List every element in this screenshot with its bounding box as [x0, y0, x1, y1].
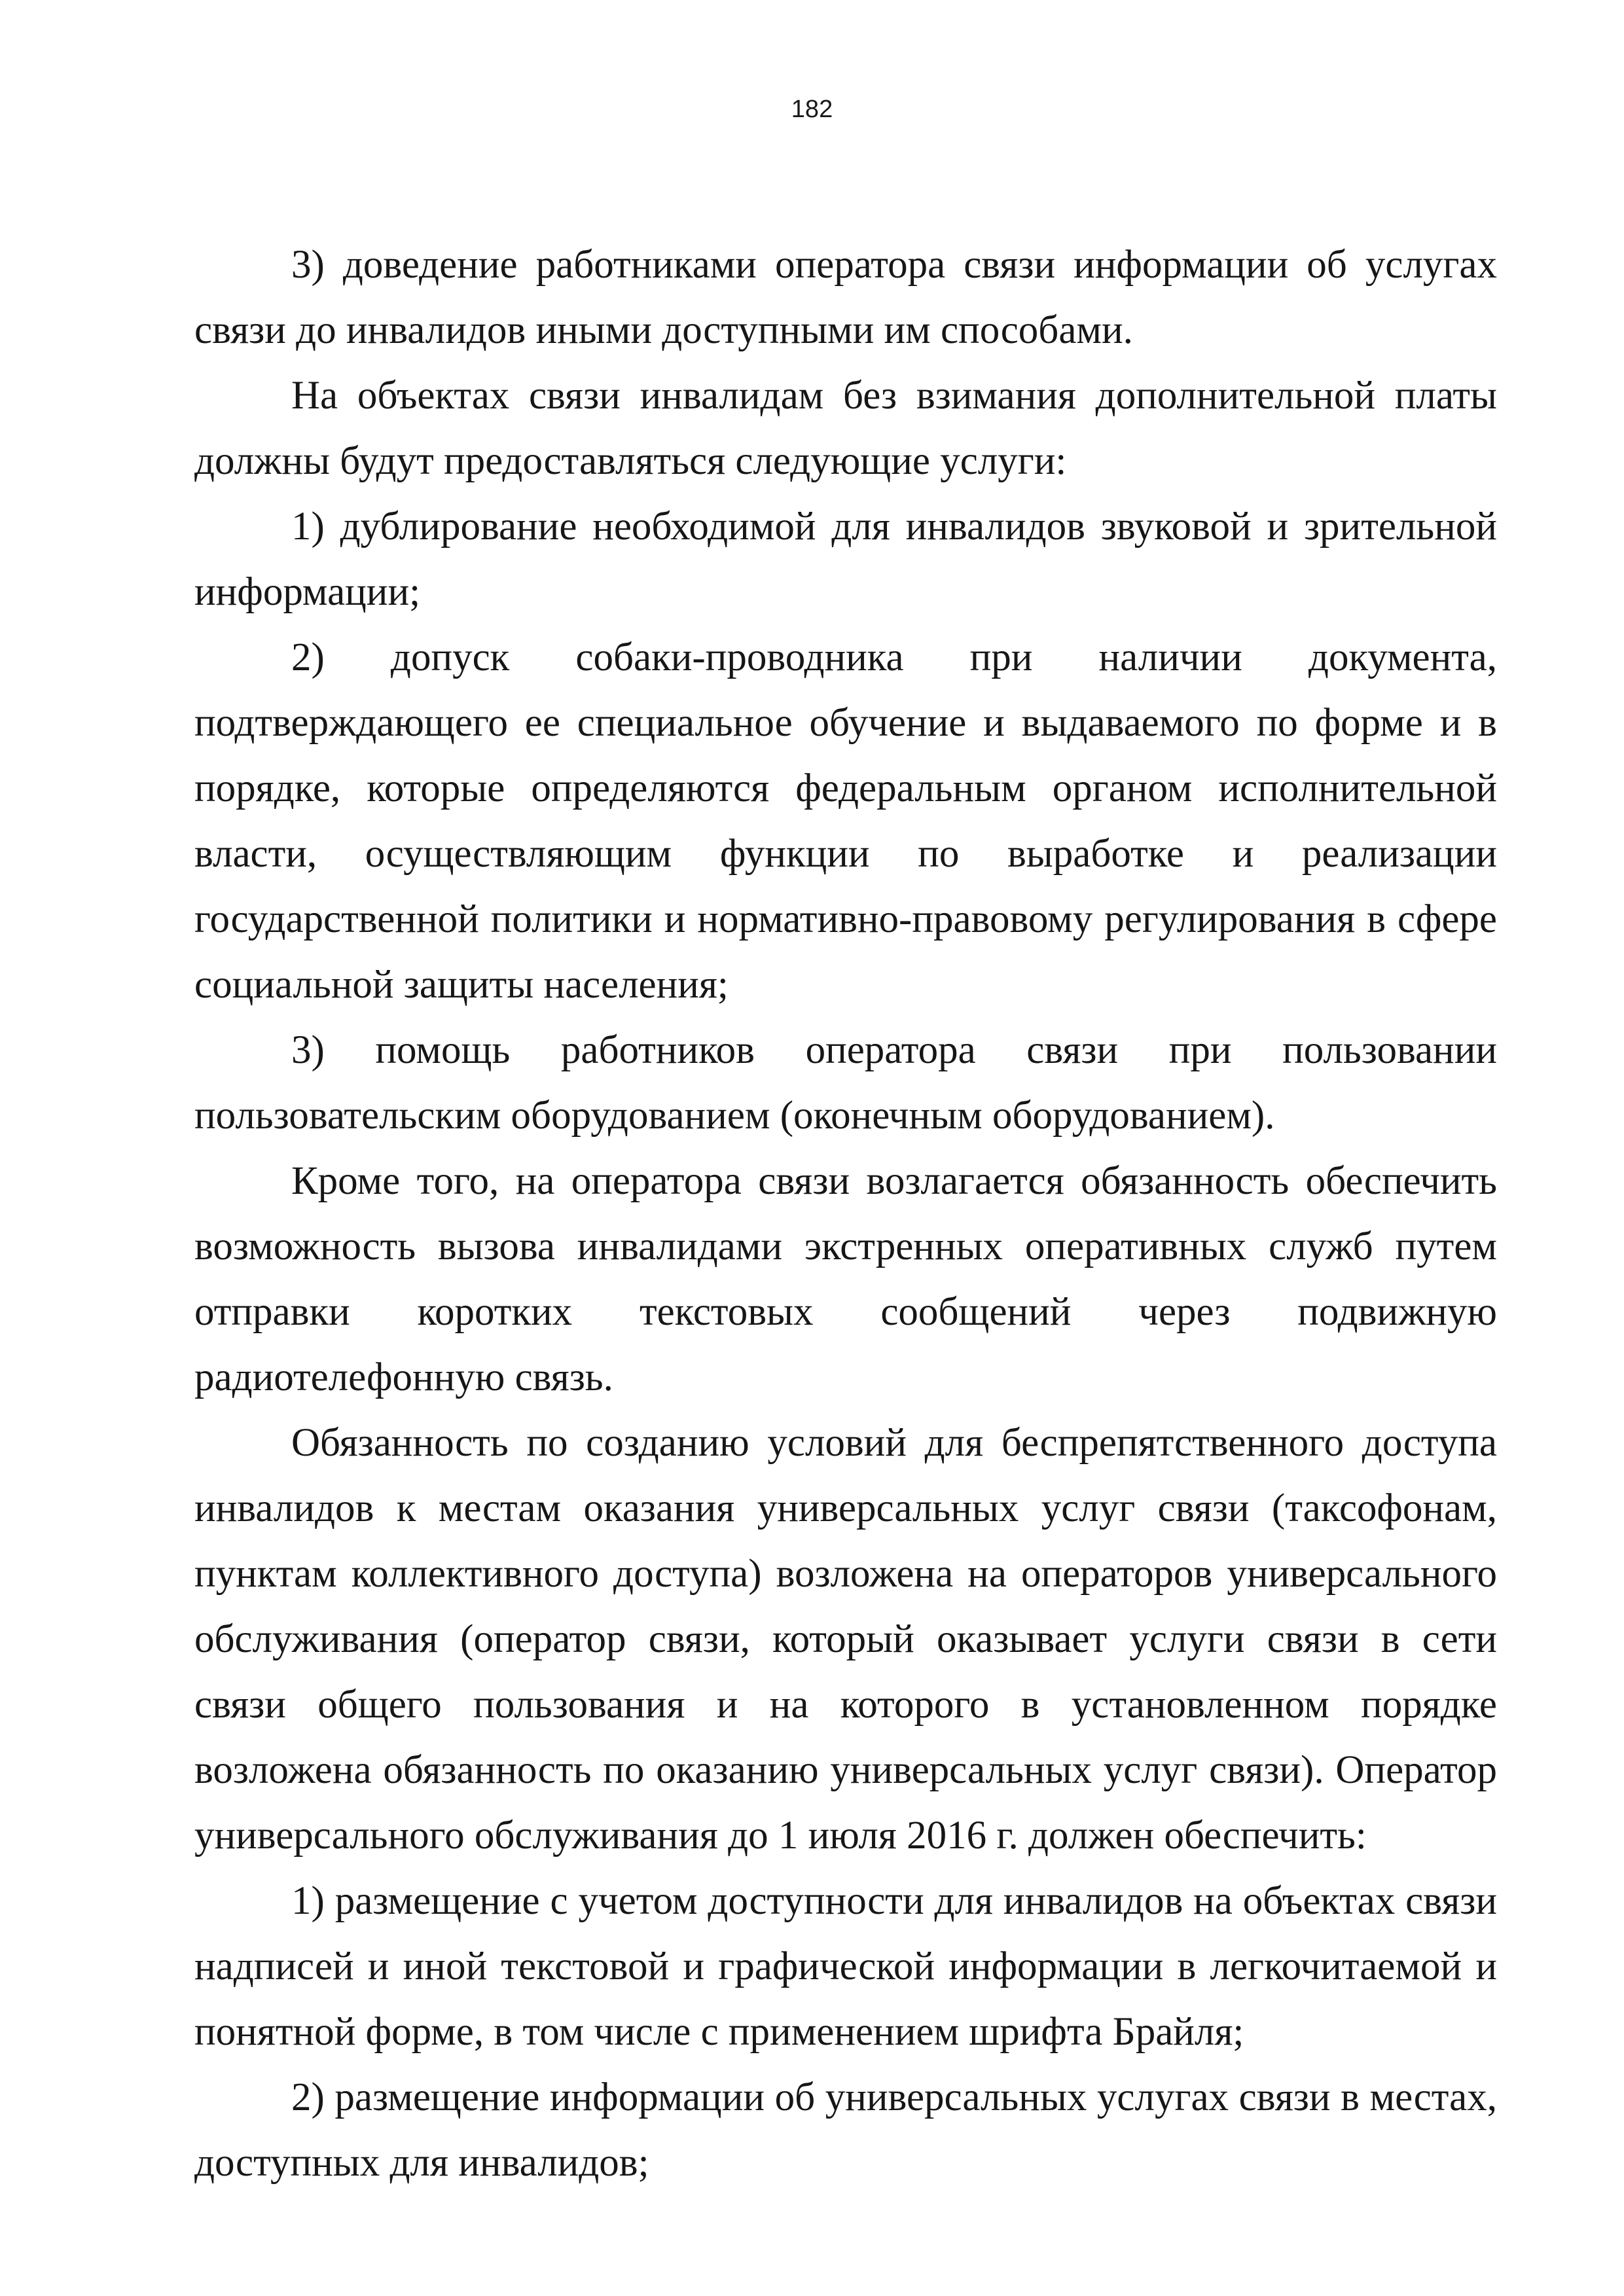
paragraph: На объектах связи инвалидам без взимания дополнительной платы должны будут предоставляться следующие услуги:: [194, 374, 1497, 483]
paragraph: 3) доведение работниками оператора связи информации об услугах связи до инвалидов иными доступными им способами.: [194, 243, 1497, 352]
document-body: [194, 232, 1497, 2196]
paragraph: 1) дублирование необходимой для инвалидов звуковой и зрительной информации;: [194, 505, 1497, 614]
paragraph: Обязанность по созданию условий для беспрепятственного доступа инвалидов к местам оказания универсальных услуг связи (таксофонам, пунктам коллективного доступа) возложена на операторов универсального обслуживания (оператор связи, который оказывает услуги связи в сети связи общего пользования и на которого в установленном порядке возложена обязанность по оказанию универсальных услуг связи). Оператор универсального обслуживания до 1 июля 2016 г. должен обеспечить:: [194, 1421, 1497, 1857]
paragraph: 3) помощь работников оператора связи при пользовании пользовательским оборудованием (оконечным оборудованием).: [194, 1028, 1497, 1138]
paragraph: 2) размещение информации об универсальных услугах связи в местах, доступных для инвалидов;: [194, 2075, 1497, 2185]
paragraph: 2) допуск собаки-проводника при наличии документа, подтверждающего ее специальное обучение и выдаваемого по форме и в порядке, которые определяются федеральным органом исполнительной власти, осуществляющим функции по выработке и реализации государственной политики и нормативно-правовому регулирования в сфере социальной защиты населения;: [194, 636, 1497, 1007]
paragraph: 1) размещение с учетом доступности для инвалидов на объектах связи надписей и иной текстовой и графической информации в легкочитаемой и понятной форме, в том числе с применением шрифта Брайля;: [194, 1879, 1497, 2054]
page-number: 182: [791, 96, 833, 123]
paragraph: Кроме того, на оператора связи возлагается обязанность обеспечить возможность вызова инвалидами экстренных оперативных служб путем отправки коротких текстовых сообщений через подвижную радиотелефонную связь.: [194, 1159, 1497, 1399]
